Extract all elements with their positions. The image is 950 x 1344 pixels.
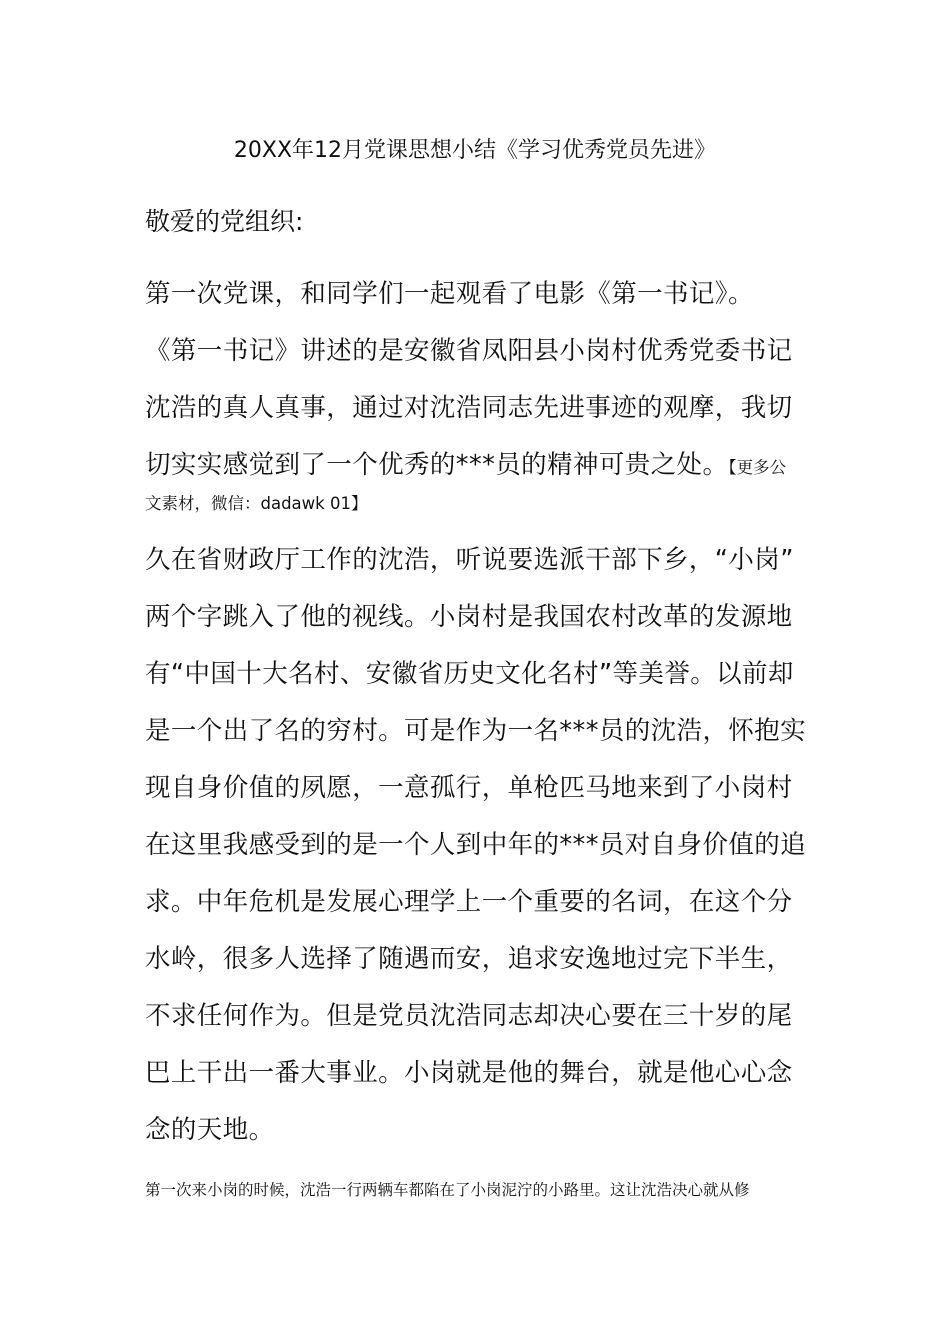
promo-note-part-2: 文素材，微信：dadawk 01】 [145,494,368,513]
paragraph-3-line-1: 第一次来小岗的时候，沈浩一行两辆车都陷在了小岗泥泞的小路里。这让沈浩决心就从修 [145,1181,750,1199]
paragraph-2-line-5: 现自身价值的夙愿，一意孤行，单枪匹马地来到了小岗村 [145,773,793,803]
paragraph-2-line-8: 水岭，很多人选择了随遇而安，追求安逸地过完下半生， [145,944,793,974]
paragraph-2-line-9: 不求任何作为。但是党员沈浩同志却决心要在三十岁的尾 [145,1001,793,1031]
paragraph-2-line-11: 念的天地。 [145,1115,275,1145]
document-title: 20XX年12月党课思想小结《学习优秀党员先进》 [233,138,717,163]
paragraph-2-line-10: 巴上干出一番大事业。小岗就是他的舞台，就是他心心念 [145,1058,793,1088]
paragraph-1-line-2: 《第一书记》讲述的是安徽省凤阳县小岗村优秀党委书记 [145,336,793,366]
promo-note-part-1: 【更多公 [728,458,787,477]
paragraph-1-line-4 [145,447,810,486]
paragraph-2-line-3: 有“中国十大名村、安徽省历史文化名村”等美誉。以前却 [145,659,794,689]
paragraph-2-line-1: 久在省财政厅工作的沈浩，听说要选派干部下乡，“小岗” [145,545,794,575]
salutation: 敬爱的党组织: [145,207,304,236]
paragraph-2-line-2: 两个字跳入了他的视线。小岗村是我国农村改革的发源地 [145,602,793,632]
paragraph-1-line-4-text: 切实实感觉到了一个优秀的***员的精神可贵之处。 [145,450,729,480]
paragraph-1-line-1: 第一次党课，和同学们一起观看了电影《第一书记》。 [145,279,754,309]
paragraph-2-line-4: 是一个出了名的穷村。可是作为一名***员的沈浩，怀抱实 [145,716,807,746]
paragraph-2-line-7: 求。中年危机是发展心理学上一个重要的名词，在这个分 [145,887,793,917]
paragraph-2-line-6: 在这里我感受到的是一个人到中年的***员对自身价值的追 [145,830,807,860]
paragraph-1-line-3: 沈浩的真人真事，通过对沈浩同志先进事迹的观摩，我切 [145,393,793,423]
